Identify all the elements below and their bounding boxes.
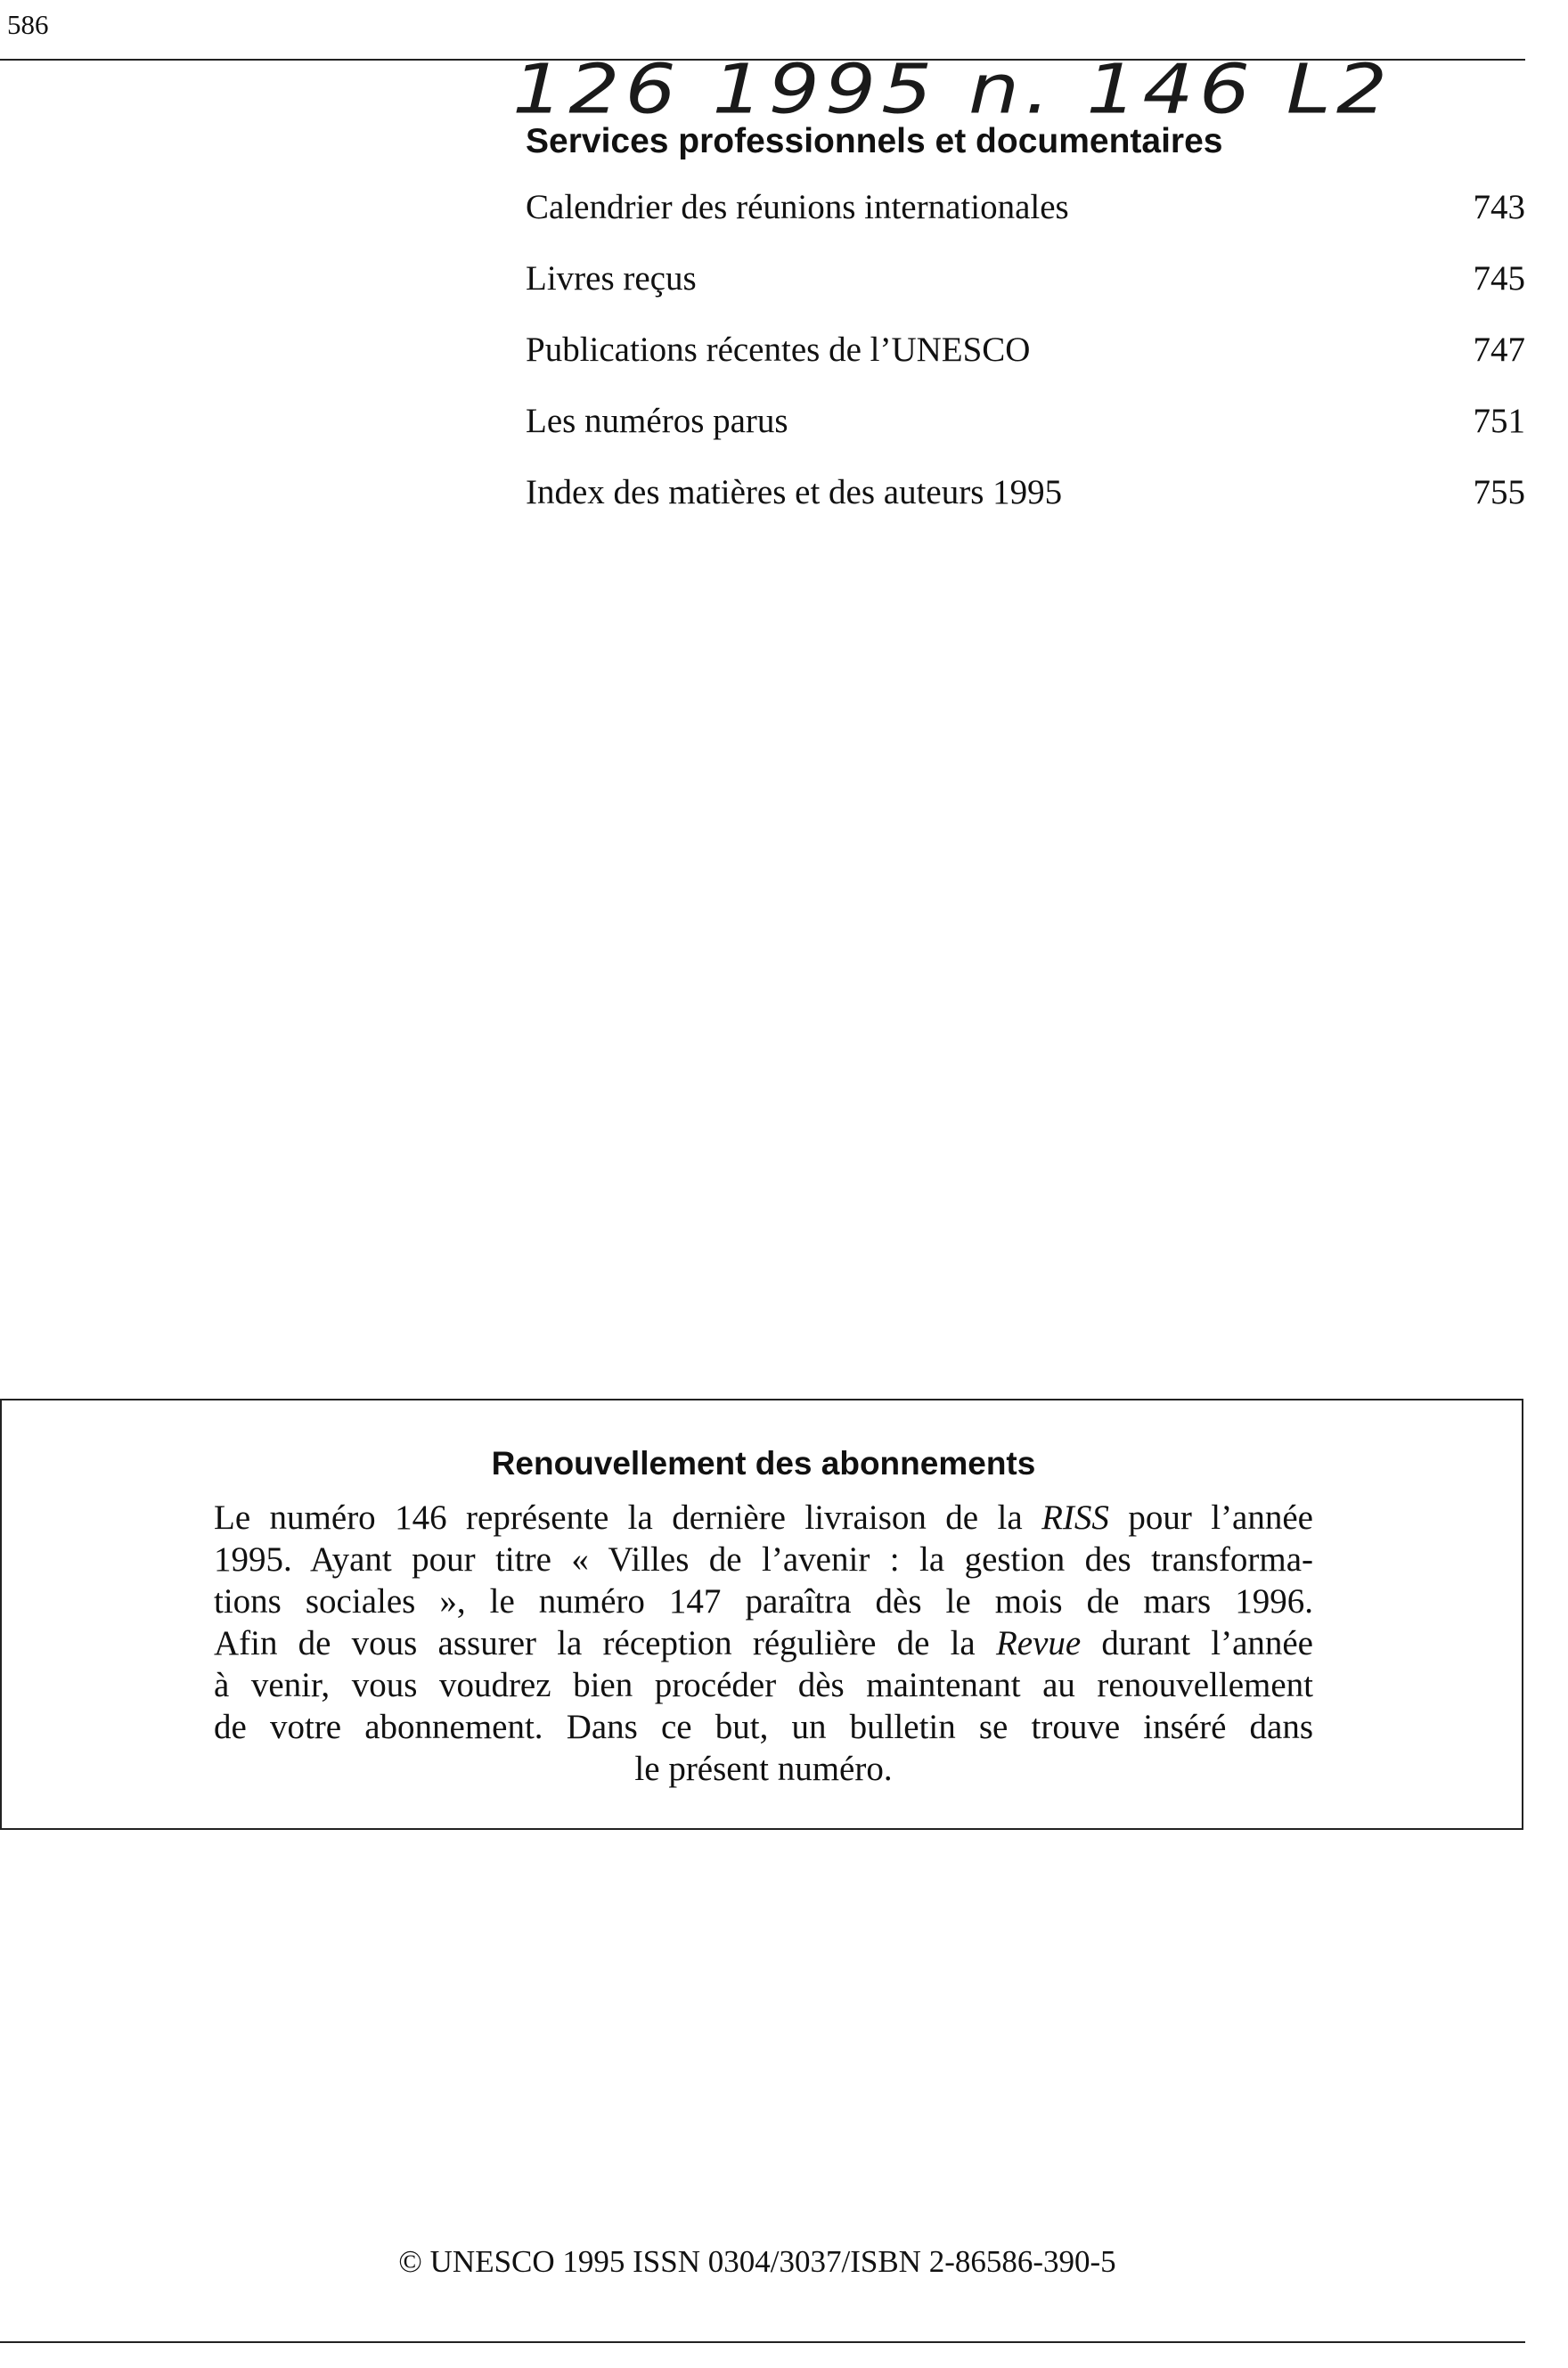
toc-title: Livres reçus	[526, 259, 697, 298]
toc-page: 743	[1473, 188, 1525, 226]
toc-entry	[526, 330, 1525, 401]
notice-line: Le numéro 146 représente la dernière livraison de la RISS pour l’année	[214, 1498, 1313, 1537]
notice-heading: Renouvellement des abonnements	[491, 1445, 1036, 1482]
page-number: 586	[7, 9, 49, 40]
notice-line: à venir, vous voudrez bien procéder dès maintenant au renouvellement	[214, 1666, 1313, 1704]
toc-entry	[526, 258, 1525, 330]
notice-line: 1995. Ayant pour titre « Villes de l’avenir : la gestion des transforma-	[214, 1540, 1313, 1579]
toc-title: Les numéros parus	[526, 402, 788, 440]
toc-title: Calendrier des réunions internationales	[526, 188, 1069, 226]
toc-title: Publications récentes de l’UNESCO	[526, 331, 1031, 369]
copyright-line: © UNESCO 1995 ISSN 0304/3037/ISBN 2-86586-390-5	[398, 2244, 1116, 2279]
notice-line: Afin de vous assurer la réception régulière de la Revue durant l’année	[214, 1624, 1313, 1662]
handwritten-note: 126 1995 n. 146 L2	[512, 49, 1393, 130]
bottom-rule	[0, 2341, 1525, 2343]
toc-page: 745	[1473, 259, 1525, 298]
toc-entry	[526, 401, 1525, 472]
notice-line: tions sociales », le numéro 147 paraîtra dès le mois de mars 1996.	[214, 1582, 1313, 1621]
toc-page: 747	[1473, 331, 1525, 369]
notice-line: de votre abonnement. Dans ce but, un bulletin se trouve inséré dans	[214, 1708, 1313, 1746]
renewal-notice-box	[0, 1399, 1523, 1830]
toc-page: 755	[1473, 473, 1525, 511]
toc-page: 751	[1473, 402, 1525, 440]
toc-title: Index des matières et des auteurs 1995	[526, 473, 1063, 511]
notice-line: le présent numéro.	[634, 1750, 893, 1788]
toc-entry	[526, 187, 1525, 258]
table-of-contents	[526, 187, 1525, 543]
toc-entry	[526, 472, 1525, 543]
notice-body	[214, 1497, 1313, 1790]
section-heading: Services professionnels et documentaires	[526, 122, 1223, 160]
